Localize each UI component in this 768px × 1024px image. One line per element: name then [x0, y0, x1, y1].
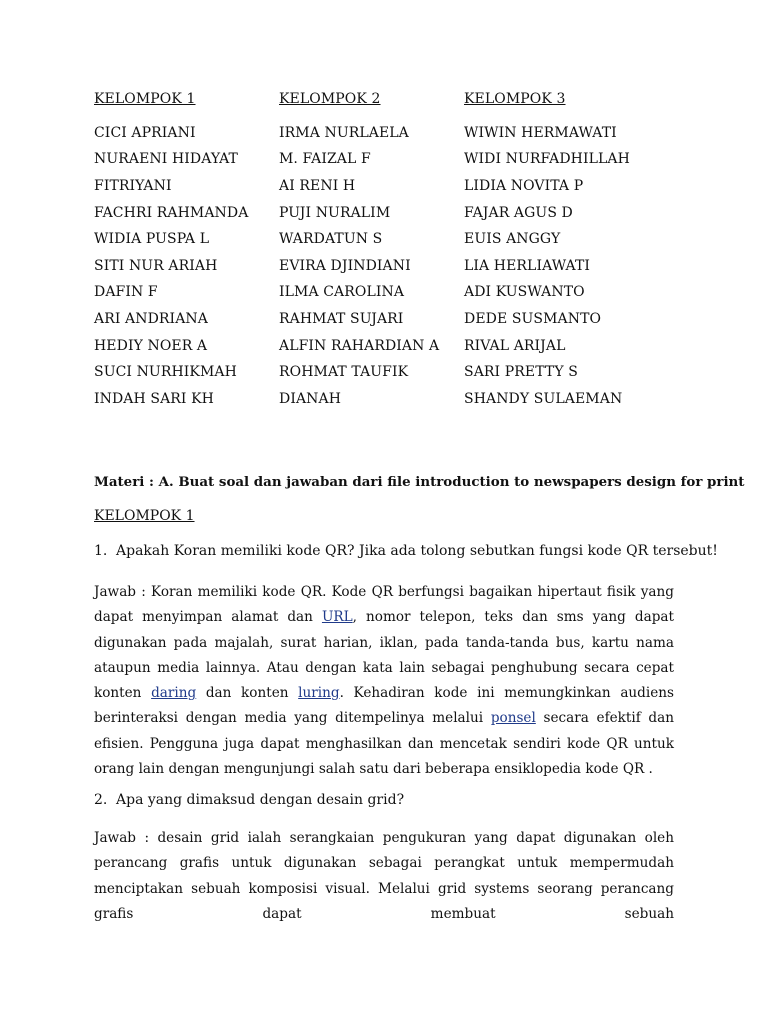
- group-header-1: KELOMPOK 1: [94, 91, 196, 108]
- member-name: M. FAIZAL F: [279, 151, 371, 168]
- group-table: [94, 86, 684, 412]
- member-name: FITRIYANI: [94, 178, 172, 195]
- member-name: FACHRI RAHMANDA: [94, 204, 249, 221]
- member-name: SUCI NURHIKMAH: [94, 364, 237, 381]
- member-name: HEDIY NOER A: [94, 337, 208, 354]
- member-row: [94, 279, 684, 306]
- answer-1-text: Jawab : Koran memiliki kode QR. Kode QR berfungsi bagaikan hipertaut fisik yang dapat menyimpan alamat dan: [94, 584, 674, 626]
- answer-1-text: . Kehadiran kode ini memungkinkan audiens berinteraksi dengan media yang ditempelinya melalui: [94, 685, 674, 727]
- member-name: IRMA NURLAELA: [279, 124, 409, 141]
- answer-1: [94, 580, 674, 782]
- member-name: WIWIN HERMAWATI: [464, 124, 617, 141]
- question-1-number: 1.: [94, 543, 108, 559]
- kelompok-1-heading: KELOMPOK 1: [94, 508, 195, 524]
- member-name: FAJAR AGUS D: [464, 204, 573, 221]
- link-url[interactable]: URL: [321, 609, 353, 626]
- member-name: PUJI NURALIM: [279, 204, 391, 221]
- question-1: [94, 543, 718, 559]
- member-name: RAHMAT SUJARI: [279, 311, 404, 328]
- member-name: ROHMAT TAUFIK: [279, 364, 409, 381]
- member-row: [94, 253, 684, 280]
- member-name: DAFIN F: [94, 284, 158, 301]
- member-name: WIDI NURFADHILLAH: [464, 151, 630, 168]
- member-name: SHANDY SULAEMAN: [464, 390, 623, 407]
- member-name: INDAH SARI KH: [94, 390, 214, 407]
- member-name: NURAENI HIDAYAT: [94, 151, 238, 168]
- member-name: CICI APRIANI: [94, 124, 196, 141]
- member-row: [94, 199, 684, 226]
- answer-2: Jawab : desain grid ialah serangkaian pengukuran yang dapat digunakan oleh perancang grafis untuk digunakan sebagai perangkat untuk mempermudah menciptakan sebuah komposisi visual. Melalui grid systems seorang perancang grafis dapat membuat sebuah: [94, 830, 674, 922]
- question-1-text: Apakah Koran memiliki kode QR? Jika ada tolong sebutkan fungsi kode QR tersebut!: [116, 543, 718, 559]
- member-name: LIA HERLIAWATI: [464, 257, 591, 274]
- member-row: [94, 146, 684, 173]
- link-daring[interactable]: daring: [151, 685, 197, 702]
- member-name: RIVAL ARIJAL: [464, 337, 566, 354]
- member-name: EVIRA DJINDIANI: [279, 257, 411, 274]
- member-name: AI RENI H: [279, 178, 356, 195]
- member-name: WIDIA PUSPA L: [94, 231, 210, 248]
- member-row: [94, 332, 684, 359]
- member-row: [94, 173, 684, 200]
- member-name: DIANAH: [279, 390, 342, 407]
- answer-1-text: secara efektif dan efisien. Pengguna juga dapat menghasilkan dan mencetak sendiri kode QR untuk orang lain dengan mengunjungi salah satu dari beberapa ensiklopedia kode QR .: [94, 710, 674, 778]
- group-header-2: KELOMPOK 2: [279, 91, 381, 108]
- link-ponsel[interactable]: ponsel: [490, 710, 536, 727]
- member-name: SITI NUR ARIAH: [94, 257, 218, 274]
- answer-1-text: , nomor telepon, teks dan sms yang dapat digunakan pada majalah, surat harian, iklan, pada tanda-tanda bus, kartu nama ataupun media lainnya. Atau dengan kata lain sebagai penghubung secara cepat konten: [94, 609, 674, 702]
- question-2-text: Apa yang dimaksud dengan desain grid?: [116, 792, 405, 808]
- member-row: [94, 120, 684, 147]
- member-row: [94, 359, 684, 386]
- group-header-3: KELOMPOK 3: [464, 91, 566, 108]
- member-name: ADI KUSWANTO: [464, 284, 585, 301]
- answer-1-text: dan konten: [196, 685, 299, 702]
- member-name: ARI ANDRIANA: [94, 311, 208, 328]
- member-row: [94, 306, 684, 333]
- member-name: LIDIA NOVITA P: [464, 178, 584, 195]
- question-2-number: 2.: [94, 792, 108, 808]
- materi-heading: Materi : A. Buat soal dan jawaban dari file introduction to newspapers design for print: [94, 474, 745, 490]
- member-name: ALFIN RAHARDIAN A: [279, 337, 440, 354]
- link-luring[interactable]: luring: [298, 685, 340, 702]
- member-name: WARDATUN S: [279, 231, 383, 248]
- group-header-row: [94, 86, 684, 113]
- member-name: ILMA CAROLINA: [279, 284, 405, 301]
- member-name: SARI PRETTY S: [464, 364, 578, 381]
- member-row: [94, 386, 684, 413]
- member-name: DEDE SUSMANTO: [464, 311, 602, 328]
- member-name: EUIS ANGGY: [464, 231, 561, 248]
- question-2: [94, 792, 674, 808]
- member-row: [94, 226, 684, 253]
